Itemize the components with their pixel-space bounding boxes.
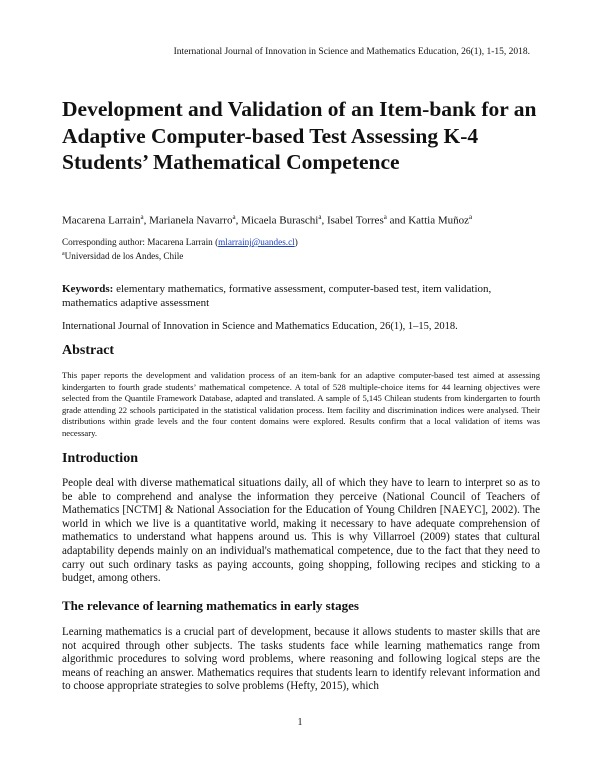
affiliation-marker: a bbox=[318, 213, 322, 221]
affiliation-text: Universidad de los Andes, Chile bbox=[64, 251, 184, 262]
affiliation-sup: a bbox=[62, 251, 65, 257]
author-name: Micaela Buraschi bbox=[241, 214, 319, 227]
author-email-link[interactable]: mlarrainj@uandes.cl bbox=[218, 237, 295, 247]
introduction-paragraph: People deal with diverse mathematical situations daily, all of which they have to learn to interpret so as to be able to comprehend and analyse the information they perceive (National Council of Teachers of Mathematics [NCTM] & National Association for the Education of Young Children [NAEYC], 2002). The world in which we live is a quantitative world, making it necessary to have adequate comprehension of mathematics to understand what happens around us. This is why Villarroel (2009) states that cultural adaptability depends mainly on an individual's mathematical competence, due to the fact that they need to carry out such ordinary tasks as paying accounts, going shopping, following recipes and sticking to a budget, among others. bbox=[62, 477, 540, 585]
abstract-body: This paper reports the development and validation process of an item-bank for an adaptive computer-based test aimed at assessing kindergarten to fourth grade students’ mathematical competence. A total of 528 multiple-choice items for 44 learning objectives were selected from the Quantile Framework Database, adapted and translated. A sample of 5,145 Chilean students from kindergarten to fourth grade attending 22 schools participated in the statistical validation process. Item facility and discrimination indices were analysed. Their distributions within grade levels and the four content domains were explored. Results confirm that a local validation of items was necessary. bbox=[62, 370, 540, 438]
corresponding-author bbox=[62, 236, 542, 248]
affiliation-marker: a bbox=[383, 213, 387, 221]
author-name: Isabel Torres bbox=[326, 214, 384, 227]
author-name: Kattia Muñoz bbox=[408, 214, 470, 227]
introduction-heading: Introduction bbox=[62, 451, 138, 466]
keywords-label: Keywords: bbox=[62, 283, 114, 295]
corresponding-author-label: Corresponding author: Macarena Larrain ( bbox=[62, 237, 219, 247]
abstract-heading: Abstract bbox=[62, 343, 115, 358]
citation: International Journal of Innovation in Science and Mathematics Education, 26(1), 1–15, 2018. bbox=[62, 321, 458, 332]
author-name: Macarena Larrain bbox=[62, 214, 141, 227]
keywords-text: elementary mathematics, formative assessment, computer-based test, item validation, mathematics adaptive assessment bbox=[62, 283, 492, 309]
page-number: 1 bbox=[297, 717, 303, 728]
running-head: International Journal of Innovation in Science and Mathematics Education, 26(1), 1-15, 2018. bbox=[173, 47, 530, 57]
corresponding-author-close: ) bbox=[294, 237, 298, 247]
affiliation-marker: a bbox=[232, 213, 236, 221]
relevance-heading: The relevance of learning mathematics in early stages bbox=[62, 598, 359, 613]
corresponding-author-block bbox=[62, 236, 542, 262]
author-list: Macarena Larrain$^a$, Marianela Navarro$^a$, Micaela Buraschi$^a$, Isabel Torres$^a$ and Kattia Muñoz$^a$ bbox=[62, 213, 473, 227]
relevance-paragraph: Learning mathematics is a crucial part of development, because it allows students to master skills that are not acquired through other subjects. The tasks students face while learning mathematics range from algorithmic procedures to solving word problems, where reasoning and following logical steps are the means of reaching an answer. Mathematics requires that students learn to identify relevant information and to choose appropriate strategies to solve problems (Hefty, 2015), which bbox=[62, 626, 540, 693]
affiliation-marker: a bbox=[469, 213, 473, 221]
paper-title: Development and Validation of an Item-bank for an Adaptive Computer-based Test Assessing K-4 Students’ Mathematical Competence bbox=[62, 97, 537, 174]
affiliation bbox=[62, 248, 542, 262]
affiliation-marker: a bbox=[140, 213, 144, 221]
keywords bbox=[62, 282, 542, 310]
author-name: Marianela Navarro bbox=[149, 214, 233, 227]
